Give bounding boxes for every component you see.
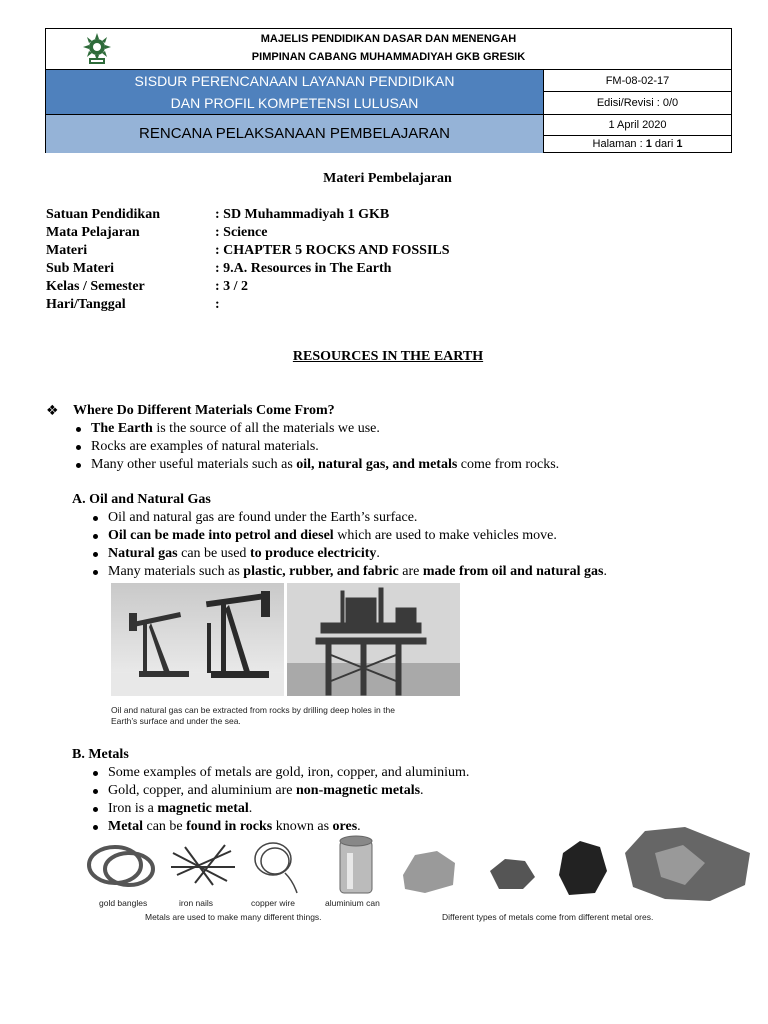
doc-date: 1 April 2020 (544, 115, 731, 136)
revision: Edisi/Revisi : 0/0 (544, 92, 731, 115)
document-header-table (45, 28, 732, 153)
list-item: Rocks are examples of natural materials. (72, 438, 559, 456)
list-item: Oil can be made into petrol and diesel which are used to make vehicles move. (89, 527, 607, 545)
form-code: FM-08-02-17 (544, 70, 731, 92)
list-item: Metal can be found in rocks known as ores. (89, 818, 469, 836)
org-line-1: MAJELIS PENDIDIKAN DASAR DAN MENENGAH (260, 33, 517, 45)
header-org-row (46, 29, 731, 70)
list-item: Many materials such as plastic, rubber, and fabric are made from oil and natural gas. (89, 563, 607, 581)
organization-name (46, 30, 731, 66)
diamond-bullet-icon: ❖ (46, 403, 59, 419)
label-aluminium-can: aluminium can (325, 898, 380, 908)
info-row: Mata Pelajaran : Science (46, 225, 268, 240)
page-num: 1 (645, 138, 652, 150)
oil-extraction-figure (111, 583, 460, 728)
oil-rig-photo-icon (111, 583, 460, 696)
org-line-2: PIMPINAN CABANG MUHAMMADIYAH GKB GRESIK (251, 51, 526, 63)
label-iron-nails: iron nails (179, 898, 214, 908)
info-row: Satuan Pendidikan : SD Muhammadiyah 1 GKB (46, 207, 390, 222)
section-title: RESOURCES IN THE EARTH (292, 349, 484, 364)
list-item: Oil and natural gas are found under the Earth’s surface. (89, 509, 607, 527)
page-title: Materi Pembelajaran (323, 171, 452, 186)
list-item: Gold, copper, and aluminium are non-magnetic metals. (89, 782, 469, 800)
info-row: Hari/Tanggal : (46, 297, 220, 312)
page-label: Halaman : (592, 138, 643, 150)
section-a-heading: A. Oil and Natural Gas (72, 492, 211, 507)
list-item: The Earth is the source of all the materials we use. (72, 420, 559, 438)
label-gold-bangles: gold bangles (99, 898, 148, 908)
caption-left: Metals are used to make many different things. (145, 912, 322, 922)
metals-figure (85, 823, 755, 928)
doc-type-cell: RENCANA PELAKSANAAN PEMBELAJARAN (46, 115, 544, 153)
info-row: Materi : CHAPTER 5 ROCKS AND FOSSILS (46, 243, 450, 258)
question-section (46, 402, 559, 474)
doc-title-line-2: DAN PROFIL KOMPETENSI LULUSAN (170, 95, 419, 111)
page-sep: dari (654, 138, 674, 150)
list-item: Some examples of metals are gold, iron, copper, and aluminium. (89, 764, 469, 782)
lesson-info (46, 206, 450, 314)
label-copper-wire: copper wire (251, 898, 295, 908)
list-item: Iron is a magnetic metal. (89, 800, 469, 818)
page-total: 1 (676, 138, 683, 150)
info-row: Kelas / Semester : 3 / 2 (46, 279, 249, 294)
question-heading: ❖ Where Do Different Materials Come From? (46, 403, 335, 419)
section-a-list (89, 509, 607, 581)
caption-right: Different types of metals come from different metal ores. (442, 912, 654, 922)
figure-caption: Oil and natural gas can be extracted from rocks by drilling deep holes in the Earth’s surface and under the sea. (111, 705, 395, 726)
doc-title-line-1: SISDUR PERENCANAAN LAYANAN PENDIDIKAN (134, 73, 455, 89)
list-item: Natural gas can be used to produce electricity. (89, 545, 607, 563)
doc-title-cell (46, 70, 544, 115)
info-row: Sub Materi : 9.A. Resources in The Earth (46, 261, 392, 276)
question-list (72, 420, 559, 474)
page-info (544, 136, 731, 153)
section-oil-gas (72, 491, 607, 581)
section-b-heading: B. Metals (72, 747, 129, 762)
list-item: Many other useful materials such as oil, natural gas, and metals come from rocks. (72, 456, 559, 474)
